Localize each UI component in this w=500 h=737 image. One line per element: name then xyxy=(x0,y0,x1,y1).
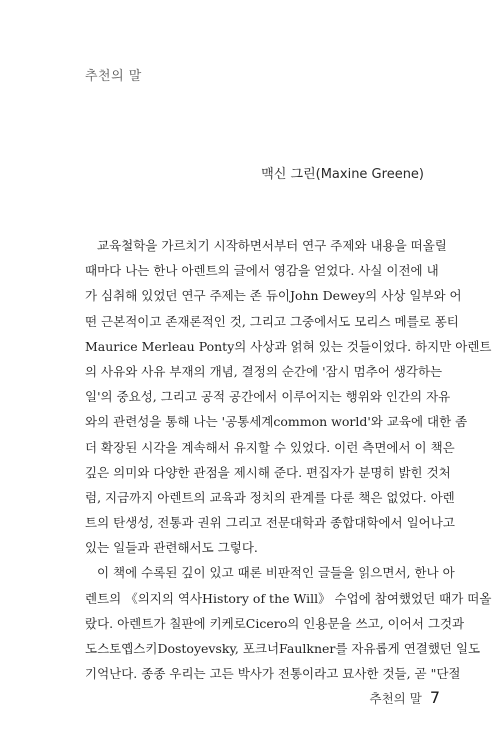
body-line: 교육철학을 가르치기 시작하면서부터 연구 주제와 내용을 떠올릴 xyxy=(97,238,447,253)
section-label: 추천의 말 xyxy=(85,69,142,84)
body-line: 이 책에 수록된 깊이 있고 때론 비판적인 글들을 읽으면서, 한나 아 xyxy=(97,565,455,581)
body-line: 일'의 중요성, 그리고 공적 공간에서 이루어지는 행위와 인간의 자유 xyxy=(85,389,451,405)
body-line: Maurice Merleau Ponty의 사상과 얽혀 있는 것들이었다. 하지만 아렌트 xyxy=(85,338,492,354)
page-footer xyxy=(370,688,440,707)
body-line: 떤 근본적이고 존재론적인 것, 그리고 그중에서도 모리스 메를로 퐁티 xyxy=(85,313,459,329)
body-line: 트의 탄생성, 전통과 권위 그리고 전문대학과 종합대학에서 일어나고 xyxy=(85,515,455,531)
body-line: 때마다 나는 한나 아렌트의 글에서 영감을 얻었다. 사실 이전에 내 xyxy=(85,263,439,279)
body-line: 있는 일들과 관련해서도 그렇다. xyxy=(85,540,258,556)
body-line: 깊은 의미와 다양한 관점을 제시해 준다. 편집자가 분명히 밝힌 것처 xyxy=(85,464,451,480)
body-line: 럼, 지금까지 아렌트의 교육과 정치의 관계를 다룬 책은 없었다. 아렌 xyxy=(85,489,455,505)
body-line: 의 사유와 사유 부재의 개념, 결정의 순간에 '잠시 멈추어 생각하는 xyxy=(85,363,443,379)
body-line: 더 확장된 시각을 계속해서 유지할 수 있었다. 이런 측면에서 이 책은 xyxy=(85,439,455,455)
body-line: 가 심취해 있었던 연구 주제는 존 듀이John Dewey의 사상 일부와 어 xyxy=(85,288,462,304)
footer-label: 추천의 말 xyxy=(369,691,422,706)
body-line: 기억난다. 종종 우리는 고든 박사가 전통이라고 묘사한 것들, 곧 "단절 xyxy=(85,666,461,682)
author-attribution: 맥신 그린(Maxine Greene) xyxy=(261,167,424,182)
page-number: 7 xyxy=(429,688,440,707)
body-line: 와의 관련성을 통해 나는 '공통세계common world'와 교육에 대한 좀 xyxy=(85,414,468,430)
body-line: 도스토옙스키Dostoyevsky, 포크너Faulkner를 자유롭게 연결했던 일도 xyxy=(85,641,481,656)
body-line: 랐다. 아렌트가 칠판에 키케로Cicero의 인용문을 쓰고, 이어서 그것과 xyxy=(85,615,465,631)
body-text xyxy=(85,233,492,686)
body-line: 렌트의 《의지의 역사History of the Will》 수업에 참여했었던 때가 떠올 xyxy=(85,590,492,606)
